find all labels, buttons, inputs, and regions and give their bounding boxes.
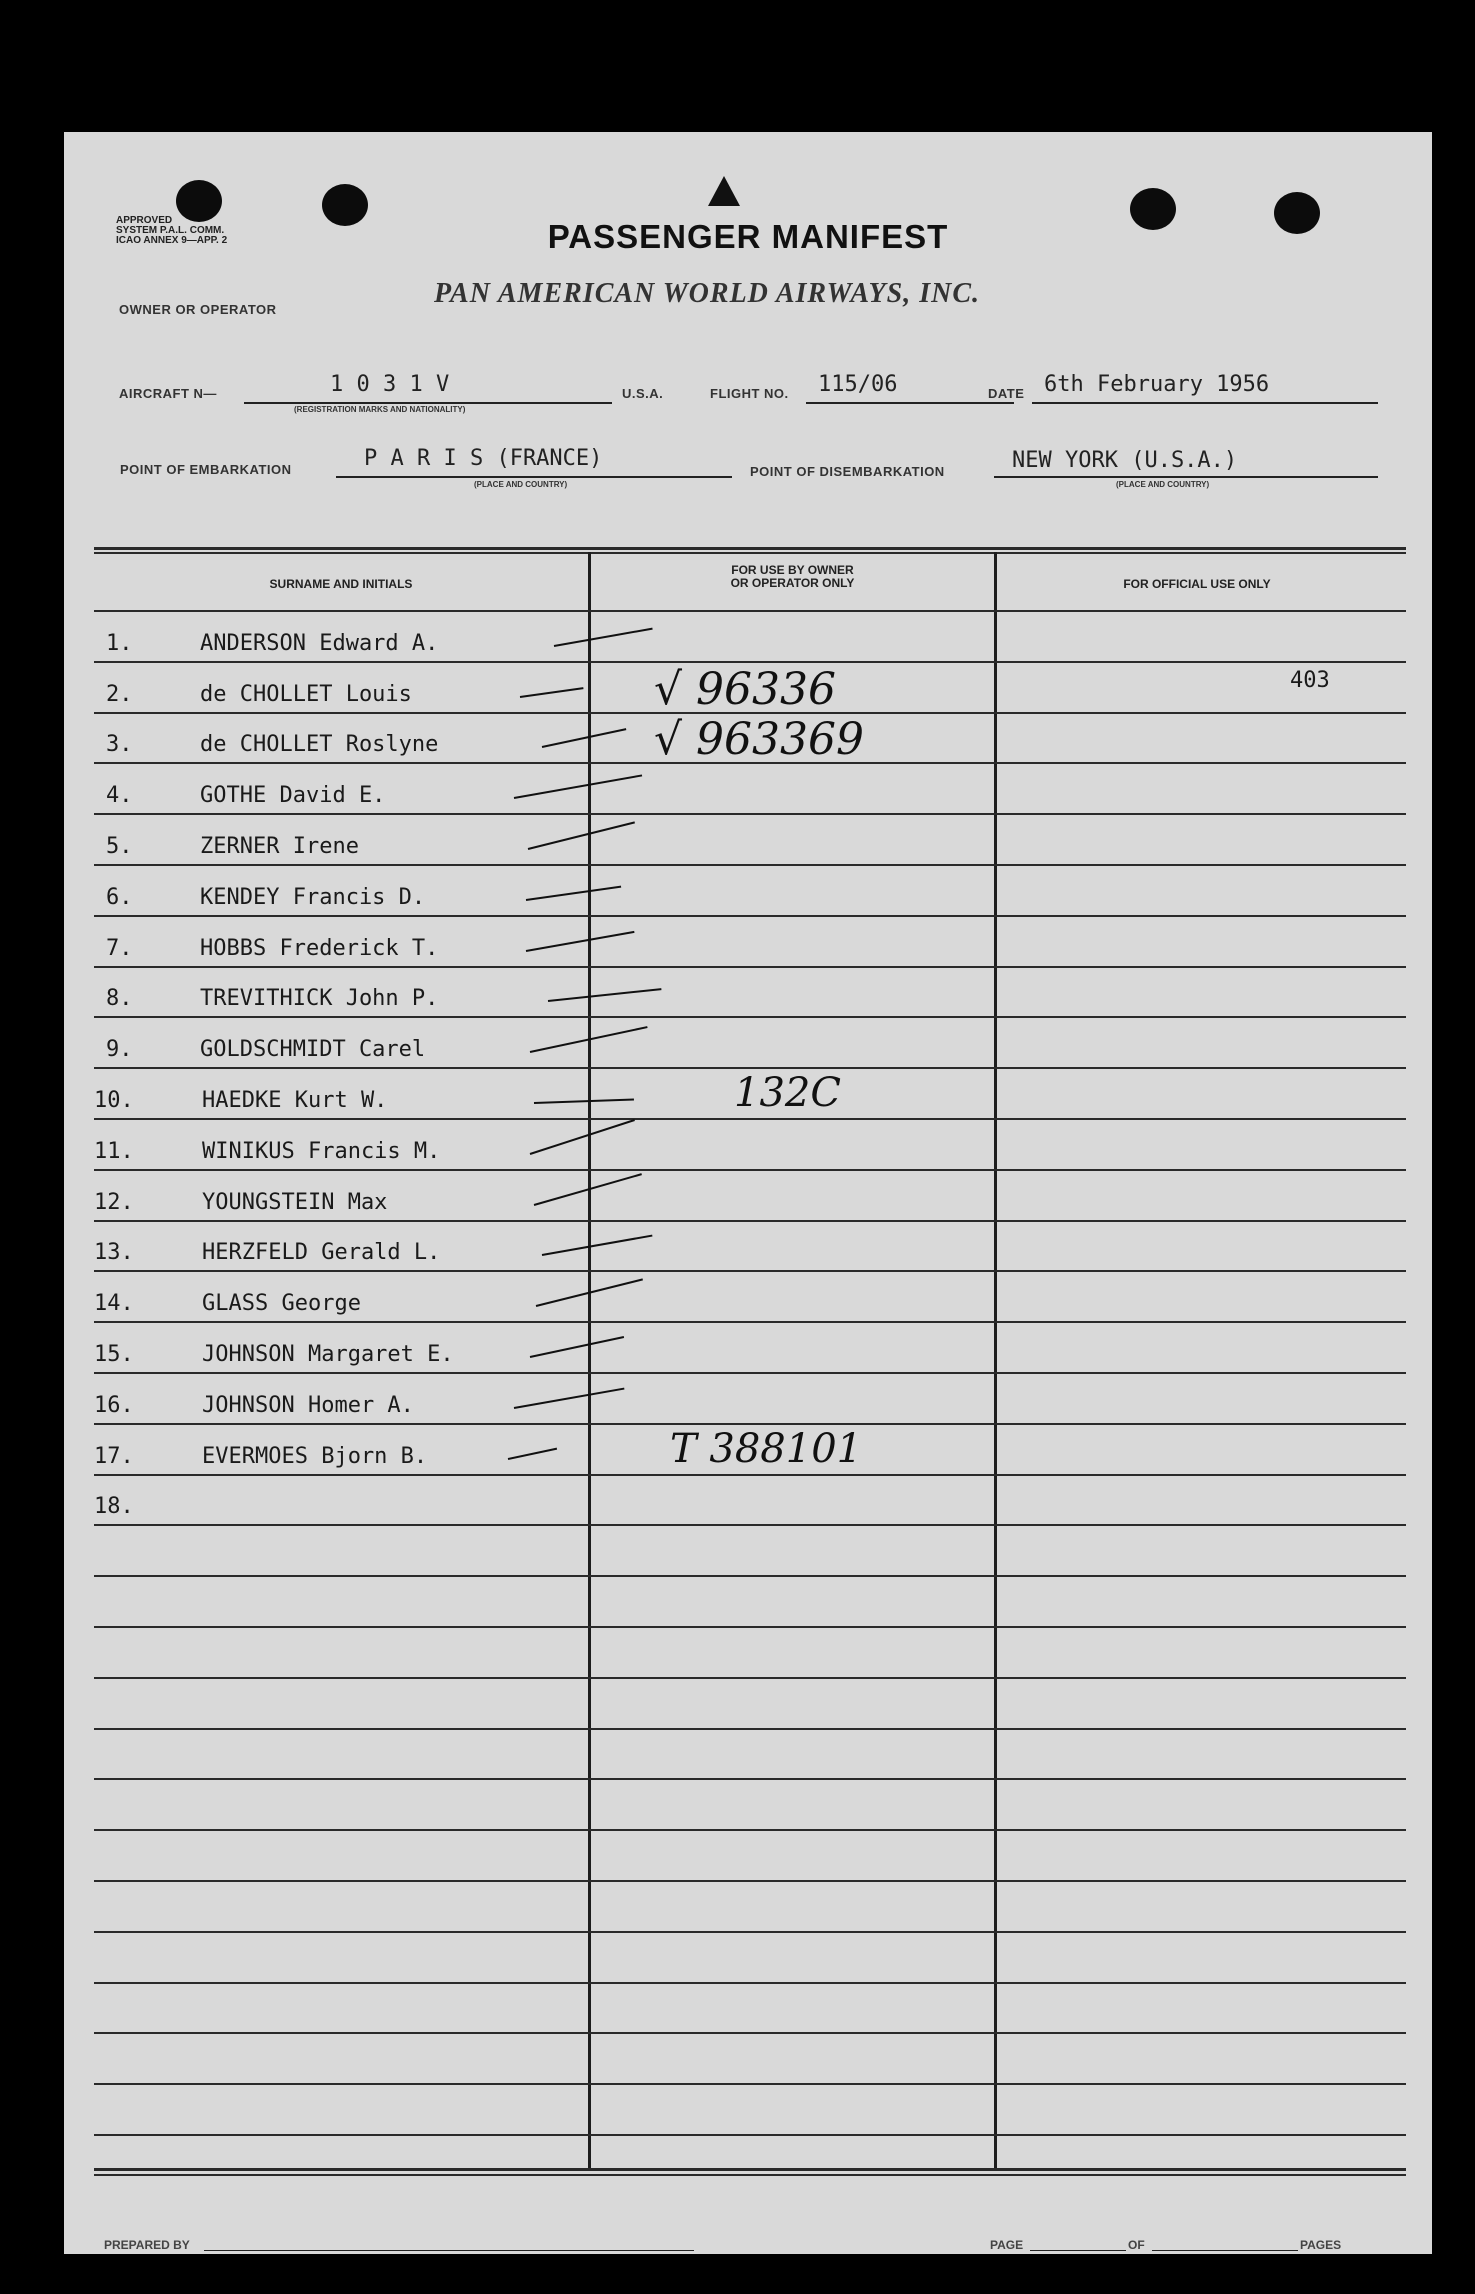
page-title: PASSENGER MANIFEST: [547, 218, 949, 255]
passenger-name: HAEDKE Kurt W.: [202, 1088, 388, 1113]
passenger-number: 12.: [94, 1190, 134, 1215]
manifest-sheet: [64, 132, 1432, 2254]
check-tick-mark: [542, 1235, 653, 1256]
passenger-name: ANDERSON Edward A.: [200, 631, 439, 656]
operator-name: PAN AMERICAN WORLD AIRWAYS, INC.: [434, 278, 981, 309]
date-label: DATE: [988, 386, 1025, 401]
disembark-underline: [994, 476, 1378, 478]
col-header-operator: [591, 564, 994, 590]
flight-underline: [806, 402, 1014, 404]
page-label: PAGE: [990, 2238, 1024, 2252]
col-header-line: FOR USE BY OWNER: [731, 563, 854, 577]
embark-label: POINT OF EMBARKATION: [120, 462, 292, 477]
passenger-name: JOHNSON Homer A.: [202, 1393, 414, 1418]
row-rule: [94, 1372, 1406, 1374]
row-rule: [94, 610, 1406, 612]
row-rule: [94, 1626, 1406, 1628]
passenger-number: 10.: [94, 1088, 134, 1113]
row-rule: [94, 1321, 1406, 1323]
prepared-underline: [204, 2250, 694, 2251]
triangle-mark-icon: [708, 176, 740, 206]
operator-handwritten-code: 132C: [734, 1070, 841, 1116]
row-rule: [94, 2032, 1406, 2034]
operator-handwritten-code: √ 963369: [654, 714, 864, 765]
approval-line: APPROVED: [116, 215, 173, 226]
row-rule: [94, 2083, 1406, 2085]
check-tick-mark: [526, 886, 621, 901]
operator-handwritten-code: √ 96336: [654, 664, 836, 715]
approval-line: SYSTEM P.A.L. COMM.: [116, 225, 225, 236]
check-tick-mark: [530, 1336, 624, 1358]
official-use-code: 403: [1290, 668, 1330, 693]
passenger-number: 6.: [106, 885, 133, 910]
col-header-official: FOR OFFICIAL USE ONLY: [1123, 577, 1271, 591]
row-rule: [94, 1931, 1406, 1933]
passenger-number: 18.: [94, 1494, 134, 1519]
row-rule: [94, 1016, 1406, 1018]
passenger-number: 7.: [106, 936, 133, 961]
passenger-name: EVERMOES Bjorn B.: [202, 1444, 428, 1469]
passenger-name: KENDEY Francis D.: [200, 885, 426, 910]
embark-underline: [336, 476, 732, 478]
country-label: U.S.A.: [622, 386, 664, 401]
row-rule: [94, 1829, 1406, 1831]
row-rule: [94, 1524, 1406, 1526]
row-rule: [94, 1677, 1406, 1679]
row-rule: [94, 1270, 1406, 1272]
row-rule: [94, 661, 1406, 663]
row-rule: [94, 2134, 1406, 2136]
check-tick-mark: [508, 1448, 557, 1460]
passenger-number: 14.: [94, 1291, 134, 1316]
prepared-by-label: PREPARED BY: [104, 2238, 190, 2252]
aircraft-underline: [244, 402, 612, 404]
passenger-name: GOTHE David E.: [200, 783, 386, 808]
table-bottom-rule: [94, 2174, 1406, 2176]
passenger-number: 4.: [106, 783, 133, 808]
table-top-rule: [94, 547, 1406, 550]
passenger-name: HERZFELD Gerald L.: [202, 1240, 441, 1265]
passenger-name: JOHNSON Margaret E.: [202, 1342, 454, 1367]
passenger-number: 3.: [106, 732, 133, 757]
passenger-name: ZERNER Irene: [200, 834, 359, 859]
passenger-number: 11.: [94, 1139, 134, 1164]
col-header-line: OR OPERATOR ONLY: [730, 576, 855, 590]
passenger-number: 2.: [106, 682, 133, 707]
disembark-label: POINT OF DISEMBARKATION: [750, 464, 945, 479]
row-rule: [94, 1575, 1406, 1577]
passenger-name: GLASS George: [202, 1291, 361, 1316]
disembark-sublabel: (PLACE AND COUNTRY): [1116, 480, 1210, 489]
check-tick-mark: [530, 1119, 635, 1155]
owner-label: OWNER OR OPERATOR: [119, 302, 277, 317]
flight-number: 115/06: [818, 372, 898, 397]
passenger-number: 1.: [106, 631, 133, 656]
check-tick-mark: [548, 988, 662, 1002]
passenger-name: de CHOLLET Roslyne: [200, 732, 439, 757]
check-tick-mark: [542, 728, 627, 748]
aircraft-label: AIRCRAFT N—: [119, 386, 217, 401]
row-rule: [94, 1220, 1406, 1222]
passenger-number: 5.: [106, 834, 133, 859]
check-tick-mark: [554, 628, 653, 647]
check-tick-mark: [514, 774, 642, 799]
passenger-number: 8.: [106, 986, 133, 1011]
check-tick-mark: [514, 1388, 625, 1409]
aircraft-number: 1 0 3 1 V: [330, 372, 450, 397]
of-label: OF: [1128, 2238, 1145, 2252]
row-rule: [94, 1169, 1406, 1171]
passenger-number: 16.: [94, 1393, 134, 1418]
passenger-name: HOBBS Frederick T.: [200, 936, 439, 961]
row-rule: [94, 1880, 1406, 1882]
row-rule: [94, 1474, 1406, 1476]
row-rule: [94, 1982, 1406, 1984]
column-divider: [994, 552, 997, 2170]
page-underline: [1030, 2250, 1126, 2251]
row-rule: [94, 966, 1406, 968]
passenger-number: 17.: [94, 1444, 134, 1469]
flight-label: FLIGHT NO.: [710, 386, 789, 401]
row-rule: [94, 1778, 1406, 1780]
row-rule: [94, 1728, 1406, 1730]
approval-line: ICAO ANNEX 9—APP. 2: [116, 235, 228, 246]
date-underline: [1032, 402, 1378, 404]
row-rule: [94, 1423, 1406, 1425]
disembark-point: NEW YORK (U.S.A.): [1012, 448, 1238, 473]
table-bottom-rule: [94, 2168, 1406, 2171]
passenger-name: YOUNGSTEIN Max: [202, 1190, 388, 1215]
passenger-number: 13.: [94, 1240, 134, 1265]
passenger-number: 9.: [106, 1037, 133, 1062]
col-header-name: SURNAME AND INITIALS: [269, 577, 413, 591]
check-tick-mark: [520, 687, 584, 698]
row-rule: [94, 813, 1406, 815]
row-rule: [94, 1118, 1406, 1120]
embark-sublabel: (PLACE AND COUNTRY): [474, 480, 568, 489]
column-divider: [588, 552, 591, 2170]
pages-label: PAGES: [1300, 2238, 1342, 2252]
table-top-rule: [94, 552, 1406, 554]
passenger-name: GOLDSCHMIDT Carel: [200, 1037, 426, 1062]
flight-date: 6th February 1956: [1044, 372, 1270, 397]
row-rule: [94, 1067, 1406, 1069]
row-rule: [94, 864, 1406, 866]
of-underline: [1152, 2250, 1298, 2251]
passenger-name: de CHOLLET Louis: [200, 682, 412, 707]
check-tick-mark: [534, 1099, 634, 1104]
passenger-name: TREVITHICK John P.: [200, 986, 439, 1011]
check-tick-mark: [528, 821, 635, 850]
operator-handwritten-code: T 388101: [670, 1426, 863, 1472]
check-tick-mark: [526, 931, 635, 952]
aircraft-sublabel: (REGISTRATION MARKS AND NATIONALITY): [294, 405, 466, 414]
passenger-number: 15.: [94, 1342, 134, 1367]
row-rule: [94, 915, 1406, 917]
passenger-name: WINIKUS Francis M.: [202, 1139, 441, 1164]
embark-point: P A R I S (FRANCE): [364, 446, 603, 471]
